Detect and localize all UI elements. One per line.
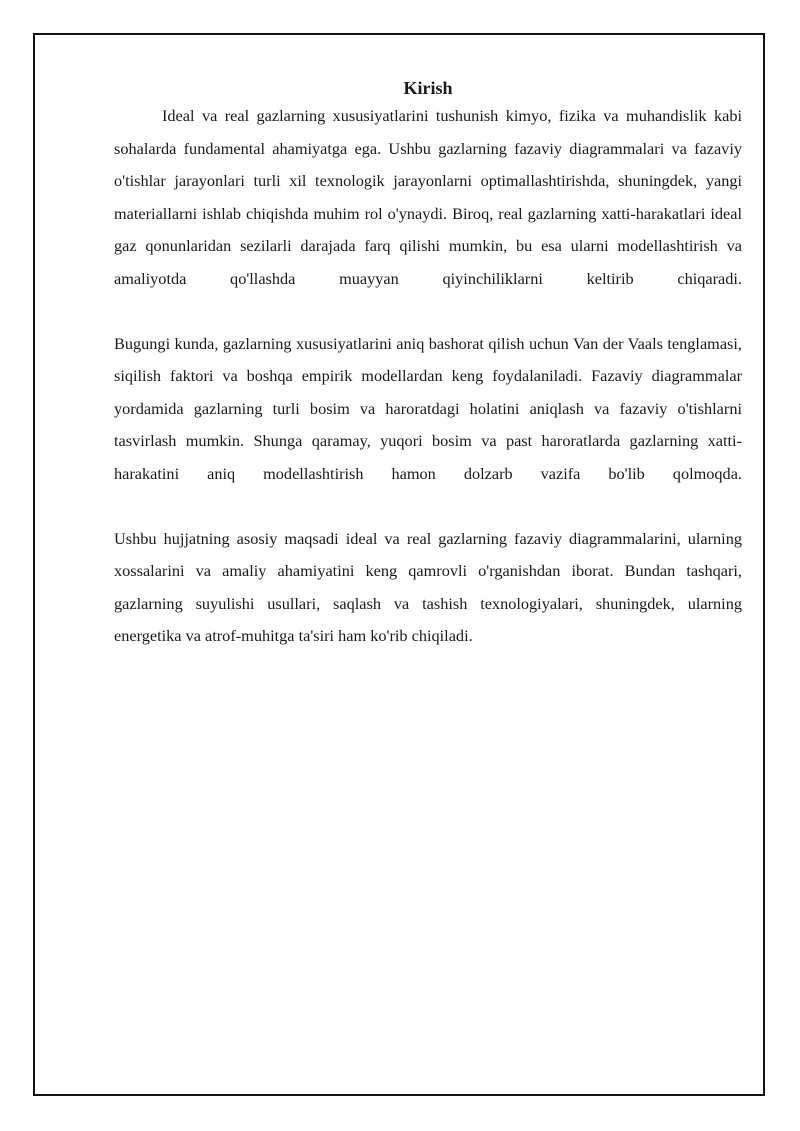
paragraph-3: Ushbu hujjatning asosiy maqsadi ideal va real gazlarning fazaviy diagrammalarini, ularning xossalarini va amaliy ahamiyatini keng qamrovli o'rganishdan iborat. Bundan tashqari, gazlarning suyulishi usullari, saqlash va tashish texnologiyalari, shuningdek, ularning energetika va atrof-muhitga ta'siri ham ko'rib chiqiladi.: [114, 528, 742, 645]
document-body: [114, 76, 742, 653]
page-title: Kirish: [403, 78, 453, 98]
paragraph-2: Bugungi kunda, gazlarning xususiyatlarini aniq bashorat qilish uchun Van der Vaals tenglamasi, siqilish faktori va boshqa empirik modellardan keng foydalaniladi. Fazaviy diagrammalar yordamida gazlarning turli bosim va haroratdagi holatini aniqlash va fazaviy o'tishlarni tasvirlash mumkin. Shunga qaramay, yuqori bosim va past haroratlarda gazlarning xatti-harakatini aniq modellashtirish hamon dolzarb vazifa bo'lib qolmoqda.: [114, 333, 742, 483]
paragraph-gap: [114, 490, 742, 523]
paragraph-gap: [114, 295, 742, 328]
paragraph-1: Ideal va real gazlarning xususiyatlarini tushunish kimyo, fizika va muhandislik kabi sohalarda fundamental ahamiyatga ega. Ushbu gazlarning fazaviy diagrammalari va fazaviy o'tishlar jarayonlari turli xil texnologik jarayonlarni optimallashtirishda, shuningdek, yangi materiallarni ishlab chiqishda muhim rol o'ynaydi. Biroq, real gazlarning xatti-harakatlari ideal gaz qonunlaridan sezilarli darajada farq qilishi mumkin, bu esa ularni modellashtirish va amaliyotda qo'llashda muayyan qiyinchiliklarni keltirib chiqaradi.: [114, 106, 742, 288]
